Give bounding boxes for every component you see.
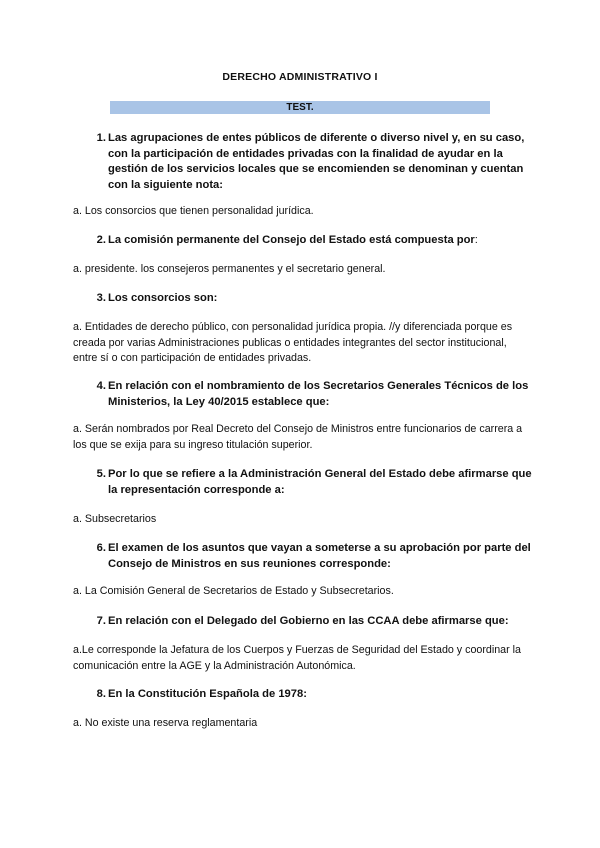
question-3 — [92, 291, 532, 307]
question-text: Por lo que se refiere a la Administración General del Estado debe afirmarse que la representación corresponde a: — [108, 468, 532, 496]
answer-1: a. Los consorcios que tienen personalidad jurídica. — [73, 205, 314, 217]
question-5 — [92, 467, 532, 498]
answer-6: a. La Comisión General de Secretarios de Estado y Subsecretarios. — [73, 585, 394, 597]
answer-3: a. Entidades de derecho público, con personalidad jurídica propia. //y diferenciada porque es creada por varias Administraciones publicas o entidades integrantes del sector institucional, entre sí o con participación de entidades privadas. — [73, 321, 513, 364]
question-text: En relación con el nombramiento de los Secretarios Generales Técnicos de los Ministerios, la Ley 40/2015 establece que: — [108, 380, 529, 408]
question-number: 6. — [96, 542, 106, 554]
answer-8: a. No existe una reserva reglamentaria — [73, 717, 258, 729]
question-text: La comisión permanente del Consejo del Estado está compuesta por: — [108, 234, 478, 246]
question-number: 4. — [96, 380, 106, 392]
question-number: 8. — [96, 688, 106, 700]
answer-5: a. Subsecretarios — [73, 513, 157, 525]
question-number: 3. — [96, 292, 106, 304]
question-text: El examen de los asuntos que vayan a someterse a su aprobación por parte del Consejo de Ministros en sus reuniones corresponde: — [108, 542, 531, 570]
answer-4: a. Serán nombrados por Real Decreto del Consejo de Ministros entre funcionarios de carrera a los que se exija para su ingreso titulación superior. — [73, 423, 523, 451]
answer-7: a.Le corresponde la Jefatura de los Cuerpos y Fuerzas de Seguridad del Estado y coordinar la comunicación entre la AGE y la Administración Autonómica. — [73, 644, 521, 672]
question-2 — [92, 233, 532, 249]
question-number: 1. — [96, 132, 106, 144]
question-8 — [92, 687, 532, 703]
question-text: En la Constitución Española de 1978: — [108, 688, 307, 700]
question-6 — [92, 541, 532, 572]
question-7 — [92, 614, 532, 630]
answer-2: a. presidente. los consejeros permanentes y el secretario general. — [73, 263, 386, 275]
question-text: Los consorcios son: — [108, 292, 218, 304]
question-number: 7. — [96, 615, 106, 627]
question-text: En relación con el Delegado del Gobierno en las CCAA debe afirmarse que: — [108, 615, 509, 627]
document-title: DERECHO ADMINISTRATIVO I — [222, 71, 378, 83]
question-number: 2. — [96, 234, 106, 246]
question-4 — [92, 379, 532, 410]
question-number: 5. — [96, 468, 106, 480]
section-heading: TEST. — [110, 101, 490, 114]
question-text: Las agrupaciones de entes públicos de diferente o diverso nivel y, en su caso, con la participación de entidades privadas con la finalidad de ayudar en la gestión de los servicios locales que se encomienden se denominan y cuentan con la siguiente nota: — [108, 132, 525, 191]
question-1 — [92, 131, 532, 193]
